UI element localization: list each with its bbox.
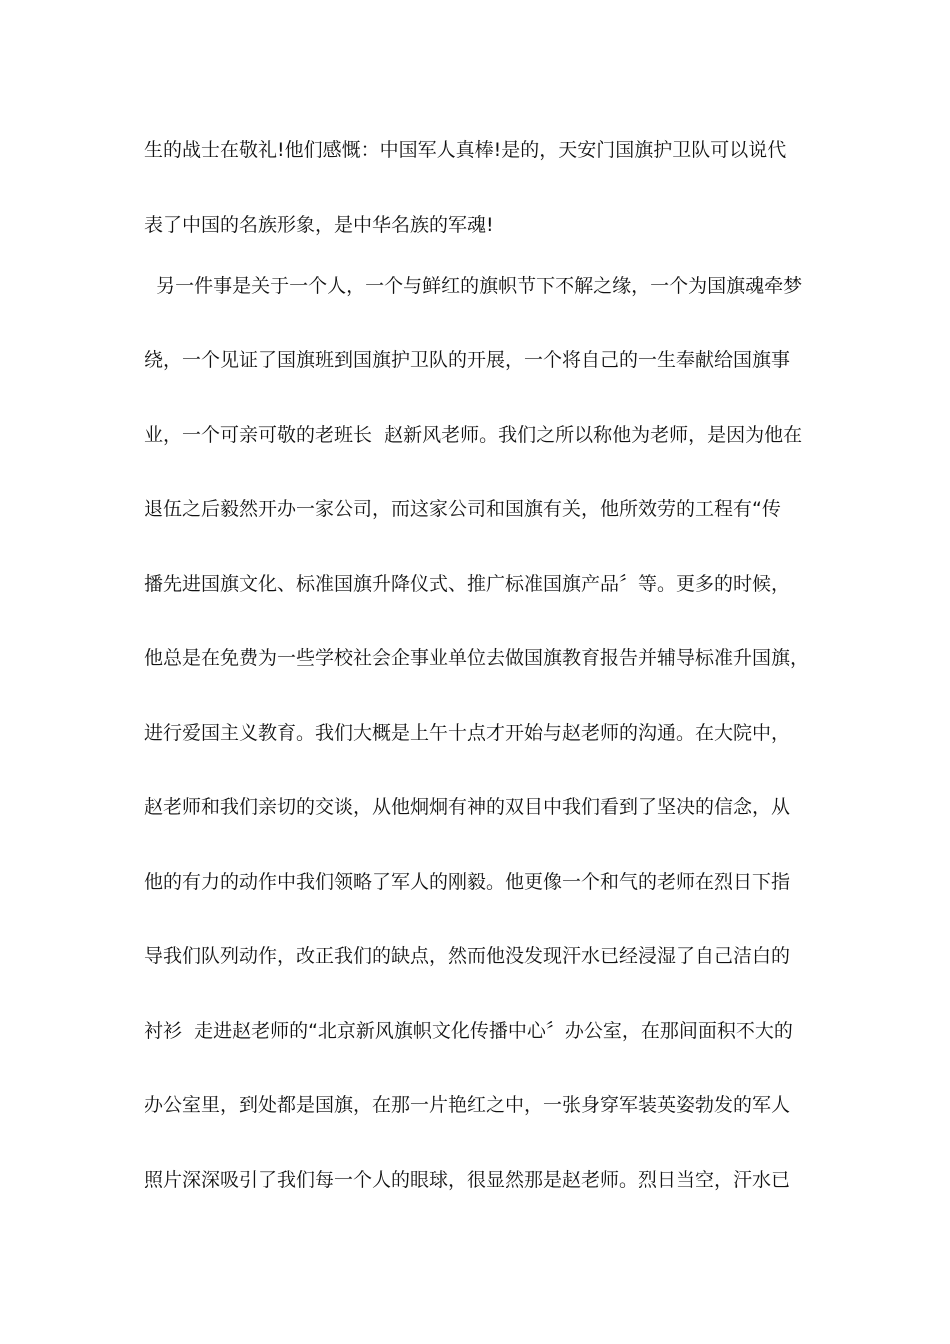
text-line: 赵老师和我们亲切的交谈，从他炯炯有神的双目中我们看到了坚决的信念，从 (144, 796, 791, 818)
text-line: 他总是在免费为一些学校社会企事业单位去做国旗教育报告并辅导标准升国旗， (144, 647, 810, 669)
text-line: 生的战士在敬礼!他们感慨：中国军人真棒!是的，天安门国旗护卫队可以说代 (144, 139, 787, 161)
text-line: 播先进国旗文化、标准国旗升降仪式、推广标准国旗产品〞等。更多的时候， (144, 572, 791, 595)
text-line: 绕，一个见证了国旗班到国旗护卫队的开展，一个将自己的一生奉献给国旗事 (144, 349, 791, 371)
text-line: 照片深深吸引了我们每一个人的眼球，很显然那是赵老师。烈日当空，汗水已 (144, 1168, 791, 1191)
text-line: 表了中国的名族形象，是中华名族的军魂! (144, 213, 494, 236)
text-line: 衬衫 走进赵老师的“北京新风旗帜文化传播中心〞办公室，在那间面积不大的 (144, 1019, 793, 1042)
text-line: 办公室里，到处都是国旗，在那一片艳红之中，一张身穿军装英姿勃发的军人 (144, 1094, 791, 1116)
text-line: 进行爱国主义教育。我们大概是上午十点才开始与赵老师的沟通。在大院中， (144, 721, 791, 744)
text-line: 导我们队列动作，改正我们的缺点，然而他没发现汗水已经浸湿了自己洁白的 (144, 945, 791, 967)
text-line: 退伍之后毅然开办一家公司，而这家公司和国旗有关，他所效劳的工程有“传 (144, 498, 781, 520)
body-text (144, 132, 824, 1236)
text-line: 业，一个可亲可敬的老班长 赵新风老师。我们之所以称他为老师，是因为他在 (144, 423, 803, 446)
text-line: 他的有力的动作中我们领略了军人的刚毅。他更像一个和气的老师在烈日下指 (144, 870, 791, 893)
text-line: 另一件事是关于一个人，一个与鲜红的旗帜节下不解之缘，一个为国旗魂牵梦 (144, 274, 803, 297)
